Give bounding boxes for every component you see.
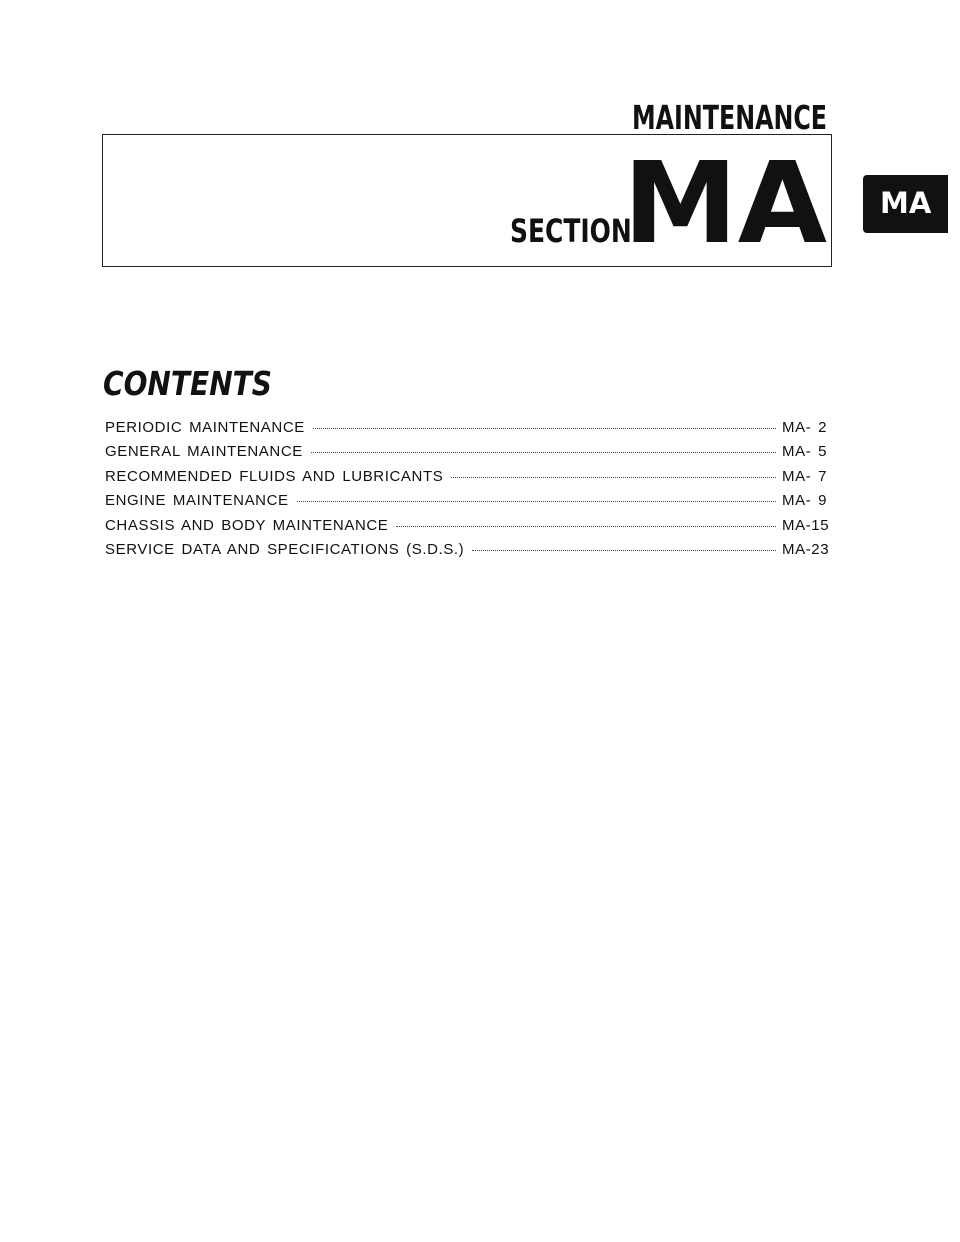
dot-leader (297, 501, 776, 502)
toc-entry[interactable] (105, 468, 836, 492)
toc-entry-page: MA-15 (782, 516, 830, 534)
toc-entry-page: MA- 7 (782, 467, 828, 485)
toc-entry[interactable] (105, 492, 836, 516)
toc-entry-title: GENERAL MAINTENANCE (105, 443, 303, 461)
toc-entry-title: CHASSIS AND BODY MAINTENANCE (105, 516, 389, 534)
toc-entry-page: MA- 2 (782, 419, 828, 436)
dot-leader (396, 526, 776, 527)
dot-leader (472, 550, 776, 551)
toc-entry-title: ENGINE MAINTENANCE (105, 492, 289, 510)
section-title: MAINTENANCE (632, 98, 828, 137)
toc-entry[interactable] (105, 541, 836, 565)
toc-entry-title: SERVICE DATA AND SPECIFICATIONS (S.D.S.) (105, 540, 465, 558)
section-index-tab-label: MA (880, 186, 932, 220)
toc-entry-page: MA- 5 (782, 443, 828, 461)
dot-leader (451, 477, 776, 478)
toc-entry-title: RECOMMENDED FLUIDS AND LUBRICANTS (105, 467, 444, 485)
dot-leader (311, 452, 776, 453)
contents-heading: CONTENTS (103, 364, 273, 403)
toc-entry-title: PERIODIC MAINTENANCE (105, 419, 305, 436)
section-label: SECTION (510, 212, 632, 250)
toc-entry-page: MA- 9 (782, 492, 828, 510)
toc-entry[interactable] (105, 517, 836, 541)
table-of-contents (105, 419, 836, 565)
toc-entry-page: MA-23 (782, 540, 830, 558)
toc-entry[interactable] (105, 419, 836, 443)
toc-entry[interactable] (105, 443, 836, 467)
dot-leader (313, 428, 776, 429)
section-code: MA (623, 139, 828, 269)
section-index-tab (863, 175, 948, 233)
